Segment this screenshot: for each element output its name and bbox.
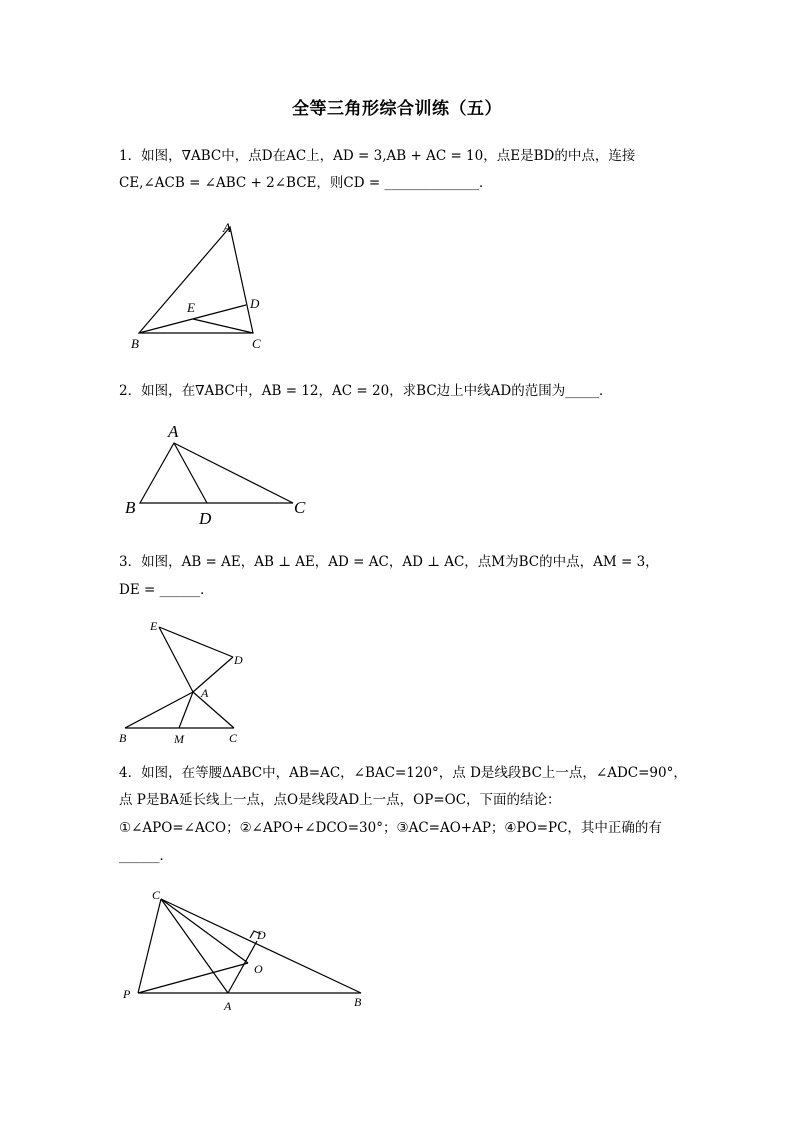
q4-segment-po <box>138 963 248 993</box>
q3-segment-ac <box>193 692 234 728</box>
q3-label-d: D <box>234 653 243 667</box>
q3-label-a: A <box>201 686 209 700</box>
q3-segment-ea <box>159 627 193 692</box>
q4-figure <box>115 880 375 1015</box>
q1-label-d: D <box>250 296 260 311</box>
q3-label-m: M <box>174 732 184 746</box>
q1-triangle-abc <box>139 227 253 333</box>
q1-text-line1: 1．如图，∇ABC中，点D在AC上，AD = 3,AB + AC = 10，点E是BD的中点，连接 <box>119 148 636 164</box>
q3-label-c: C <box>229 731 238 745</box>
q4-text-line3: ①∠APO=∠ACO；②∠APO+∠DCO=30°；③AC=AO+AP；④PO=PC，其中正确的有 <box>119 820 662 836</box>
q4-label-d: D <box>257 928 266 942</box>
q4-label-b: B <box>354 995 362 1009</box>
q1-label-c: C <box>252 336 261 351</box>
q3-segment-da <box>193 657 233 692</box>
q3-text-line2: DE = ______． <box>119 582 214 598</box>
q1-segment-ce <box>193 319 253 333</box>
q1-label-a: A <box>223 220 231 235</box>
q2-text-line1: 2．如图，在∇ABC中，AB = 12，AC = 20，求BC边上中线AD的范围为_____． <box>119 383 613 399</box>
q3-segment-ba <box>125 692 193 728</box>
q2-label-a: A <box>168 422 179 441</box>
q3-segment-ed <box>159 627 233 657</box>
q3-segment-am <box>179 692 193 728</box>
q2-median-ad <box>174 443 207 503</box>
q4-segment-co <box>161 899 248 963</box>
page-title: 全等三角形综合训练（五） <box>292 99 502 119</box>
q1-label-b: B <box>131 336 139 351</box>
q4-segment-ca <box>161 899 228 993</box>
q2-label-b: B <box>125 498 136 517</box>
q4-label-o: O <box>254 962 263 976</box>
q2-triangle-abc <box>140 443 293 503</box>
q4-text-line4: ______． <box>119 848 173 864</box>
q3-figure <box>115 615 255 747</box>
q4-text-line1: 4．如图，在等腰ΔABC中，AB=AC，∠BAC=120°，点 D是线段BC上一点，∠ADC=90°， <box>119 765 687 781</box>
q4-label-a: A <box>224 999 232 1013</box>
q4-label-p: P <box>123 987 131 1001</box>
q1-text-line2: CE,∠ACB = ∠ABC + 2∠BCE，则CD = ______________． <box>119 175 493 191</box>
q4-segment-pc <box>138 899 161 993</box>
q4-text-line2: 点 P是BA延长线上一点，点O是线段AD上一点，OP=OC，下面的结论： <box>119 792 561 808</box>
q1-figure <box>125 215 275 355</box>
q1-label-e: E <box>187 300 195 315</box>
q2-label-c: C <box>294 498 306 517</box>
q3-label-e: E <box>150 619 158 633</box>
q2-label-d: D <box>199 509 212 528</box>
q3-label-b: B <box>119 731 127 745</box>
q4-label-c: C <box>152 888 161 902</box>
q2-figure <box>120 415 320 530</box>
q3-text-line1: 3．如图，AB = AE，AB ⊥ AE，AD = AC，AD ⊥ AC，点M为BC的中点，AM = 3， <box>119 554 659 570</box>
